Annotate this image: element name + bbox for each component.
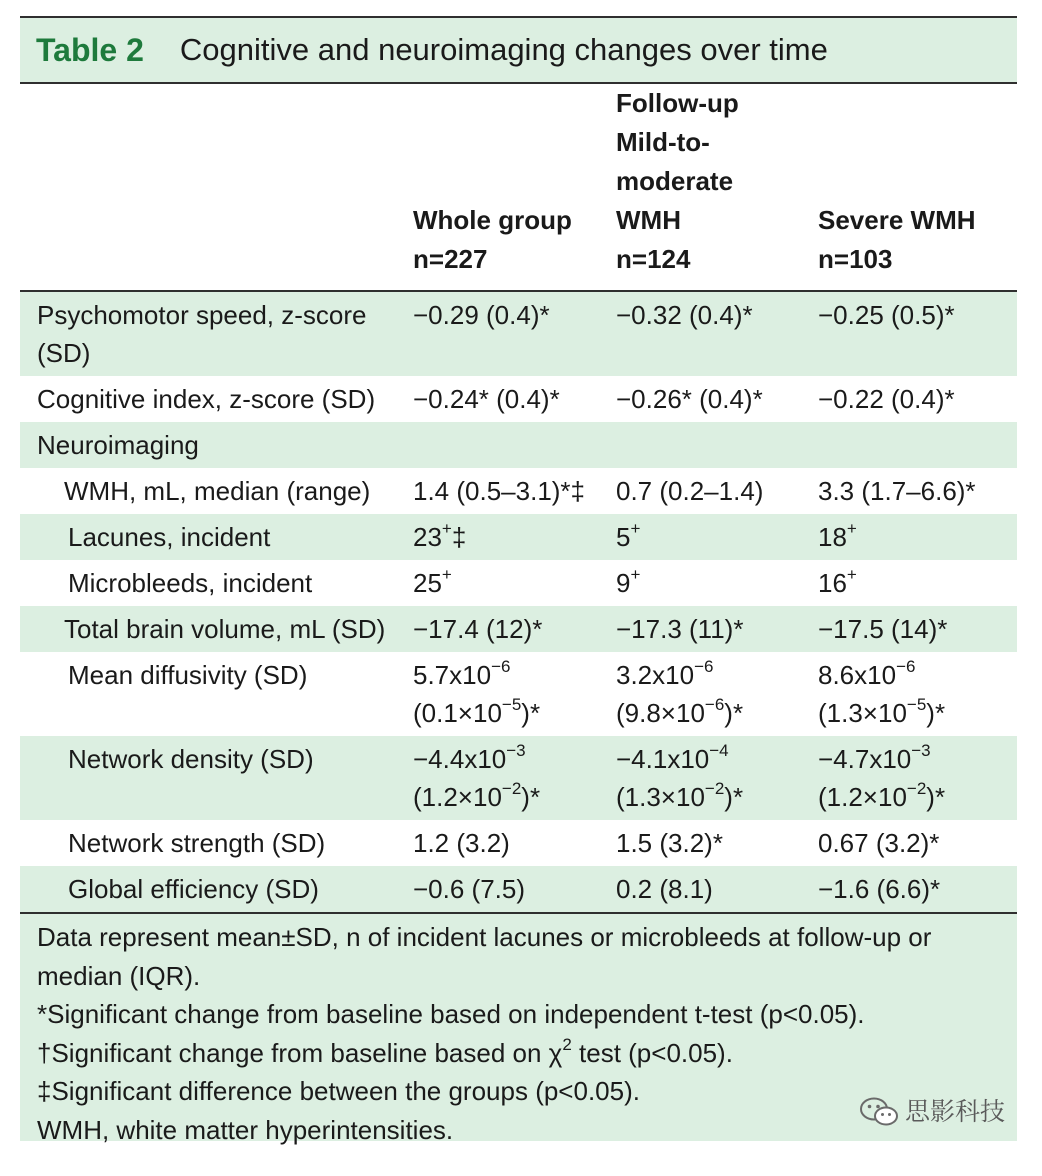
table-row (20, 292, 1017, 376)
cell-severe: 0.67 (3.2)* (818, 828, 940, 858)
value-text: 23 (413, 522, 442, 552)
superscript: −3 (506, 741, 526, 761)
value-line (616, 740, 797, 778)
table-row (20, 468, 1017, 514)
cell-severe (797, 560, 1017, 606)
value-text: )* (926, 698, 946, 728)
header-text: n=227 (413, 244, 488, 274)
cell-mild-moderate: 0.2 (8.1) (616, 874, 713, 904)
value-text: 16 (818, 568, 847, 598)
value-line (616, 694, 797, 732)
value-line (818, 694, 1017, 732)
cell-whole-group: 1.4 (0.5–3.1)*‡ (413, 476, 586, 506)
cell-whole-group (392, 514, 595, 560)
superscript: −2 (906, 779, 927, 799)
row-label-text: (SD) (37, 338, 91, 368)
cell-whole-group: −0.6 (7.5) (413, 874, 526, 904)
superscript: −6 (491, 657, 511, 677)
cell-whole-group: 1.2 (3.2) (413, 828, 510, 858)
footnote: median (IQR). (37, 960, 201, 991)
footnote: *Significant change from baseline based on independent t-test (p<0.05). (37, 999, 865, 1029)
cell-whole-group (392, 652, 595, 736)
table-row (20, 606, 1017, 652)
cell-severe: −0.22 (0.4)* (818, 384, 955, 414)
table-row (20, 820, 1017, 866)
value-text: (0.1×10 (413, 698, 502, 728)
value-line (413, 656, 595, 694)
table-row (20, 376, 1017, 422)
superscript: + (846, 565, 857, 585)
cell-severe: −17.5 (14)* (818, 614, 948, 644)
header-severe (797, 84, 1017, 291)
cell-whole-group (392, 736, 595, 820)
value-text: 9 (616, 568, 631, 598)
section-label: Neuroimaging (37, 430, 199, 460)
cell-mild-moderate (595, 652, 797, 736)
value-text: 8.6x10 (818, 660, 897, 690)
table-body (20, 292, 1017, 912)
superscript: + (846, 519, 857, 539)
footnote (37, 1034, 1000, 1073)
footnote: ‡Significant difference between the groups (p<0.05). (37, 1076, 640, 1106)
value-line (413, 694, 595, 732)
value-line (413, 778, 595, 816)
header-text: WMH (616, 205, 681, 235)
row-label: WMH, mL, median (range) (64, 476, 371, 506)
row-label: Lacunes, incident (68, 522, 271, 552)
value-line (818, 740, 1017, 778)
header-text: Follow-up (616, 88, 739, 118)
cell-severe: −1.6 (6.6)* (818, 874, 941, 904)
wechat-icon (859, 1096, 899, 1128)
row-label: Global efficiency (SD) (68, 874, 319, 904)
cell-whole-group: −17.4 (12)* (413, 614, 543, 644)
cell-mild-moderate (595, 736, 797, 820)
row-label: Microbleeds, incident (68, 568, 313, 598)
footnote: Data represent mean±SD, n of incident lacunes or microbleeds at follow-up or (37, 922, 932, 952)
cell-mild-moderate: 1.5 (3.2)* (616, 828, 723, 858)
superscript: −5 (906, 695, 927, 715)
row-label-text: Psychomotor speed, z-score (37, 300, 367, 330)
cell-mild-moderate: −0.26* (0.4)* (616, 384, 763, 414)
row-label: Network strength (SD) (68, 828, 326, 858)
header-mild-moderate (595, 84, 797, 291)
value-text: (9.8×10 (616, 698, 705, 728)
superscript: −5 (501, 695, 522, 715)
table-row (20, 652, 1017, 736)
value-line (616, 778, 797, 816)
cell-mild-moderate (595, 514, 797, 560)
value-text: (1.2×10 (413, 782, 502, 812)
superscript: −6 (694, 657, 714, 677)
superscript: −2 (501, 779, 522, 799)
value-text: )* (521, 782, 541, 812)
superscript: −2 (704, 779, 725, 799)
value-text: )* (724, 698, 744, 728)
table-header (20, 84, 1017, 290)
cell-severe (797, 514, 1017, 560)
watermark-text: 思影科技 (904, 1097, 1005, 1126)
footnote-text: test (p<0.05). (571, 1037, 733, 1068)
header-text: n=103 (818, 244, 893, 274)
cell-whole-group (392, 422, 595, 468)
footnote-text: †Significant change from baseline based on χ (37, 1037, 563, 1068)
value-line (818, 656, 1017, 694)
value-text: )* (724, 782, 744, 812)
cell-mild-moderate: −17.3 (11)* (616, 614, 744, 644)
value-text: −4.1x10 (616, 744, 710, 774)
cell-severe (797, 422, 1017, 468)
value-text: −4.7x10 (818, 744, 912, 774)
cell-mild-moderate: 0.7 (0.2–1.4) (616, 476, 764, 506)
value-text: )* (521, 698, 541, 728)
watermark (859, 1093, 1005, 1132)
table-row (20, 560, 1017, 606)
header-text: moderate (616, 166, 734, 196)
row-label: Mean diffusivity (SD) (68, 660, 308, 690)
cell-severe: 3.3 (1.7–6.6)* (818, 476, 976, 506)
superscript: + (630, 565, 641, 585)
cell-mild-moderate: −0.32 (0.4)* (616, 300, 753, 330)
cell-whole-group: −0.24* (0.4)* (413, 384, 560, 414)
header-whole-group (392, 84, 595, 291)
value-text: 5 (616, 522, 631, 552)
header-text: n=124 (616, 244, 691, 274)
row-label: Network density (SD) (68, 744, 314, 774)
cell-mild-moderate (595, 560, 797, 606)
superscript: + (441, 519, 452, 539)
header-text: Severe WMH (818, 205, 976, 235)
superscript: −3 (911, 741, 931, 761)
row-label: Cognitive index, z-score (SD) (37, 384, 376, 414)
table-row (20, 866, 1017, 912)
table-container (20, 16, 1017, 1145)
value-text: (1.3×10 (616, 782, 705, 812)
value-text: 3.2x10 (616, 660, 695, 690)
value-text: (1.2×10 (818, 782, 907, 812)
value-line (413, 740, 595, 778)
table-title: Cognitive and neuroimaging changes over time (179, 32, 828, 67)
superscript: + (630, 519, 641, 539)
table-title-band (20, 16, 1017, 82)
superscript: 2 (562, 1034, 572, 1054)
table-row (20, 514, 1017, 560)
value-line (616, 656, 797, 694)
superscript: −6 (704, 695, 725, 715)
cell-severe (797, 652, 1017, 736)
row-label: Total brain volume, mL (SD) (64, 614, 386, 644)
value-text: )* (926, 782, 946, 812)
value-line (818, 778, 1017, 816)
value-text: 25 (413, 568, 442, 598)
value-text: 18 (818, 522, 847, 552)
header-text: Mild-to- (616, 127, 710, 157)
table-number: Table 2 (36, 31, 144, 68)
superscript: + (441, 565, 452, 585)
value-text: (1.3×10 (818, 698, 907, 728)
table-footnotes (20, 914, 1017, 1145)
value-text: 5.7x10 (413, 660, 492, 690)
table-row (20, 736, 1017, 820)
cell-severe (797, 736, 1017, 820)
cell-whole-group: −0.29 (0.4)* (413, 300, 550, 330)
cell-severe: −0.25 (0.5)* (818, 300, 955, 330)
cell-mild-moderate (595, 422, 797, 468)
table-row-section (20, 422, 1017, 468)
value-text: ‡ (451, 522, 467, 552)
superscript: −6 (896, 657, 916, 677)
value-text: −4.4x10 (413, 744, 507, 774)
header-empty (20, 84, 392, 291)
footnote: WMH, white matter hyperintensities. (37, 1114, 454, 1145)
row-label (20, 292, 392, 376)
header-text: Whole group (413, 205, 572, 235)
cell-whole-group (392, 560, 595, 606)
superscript: −4 (709, 741, 729, 761)
